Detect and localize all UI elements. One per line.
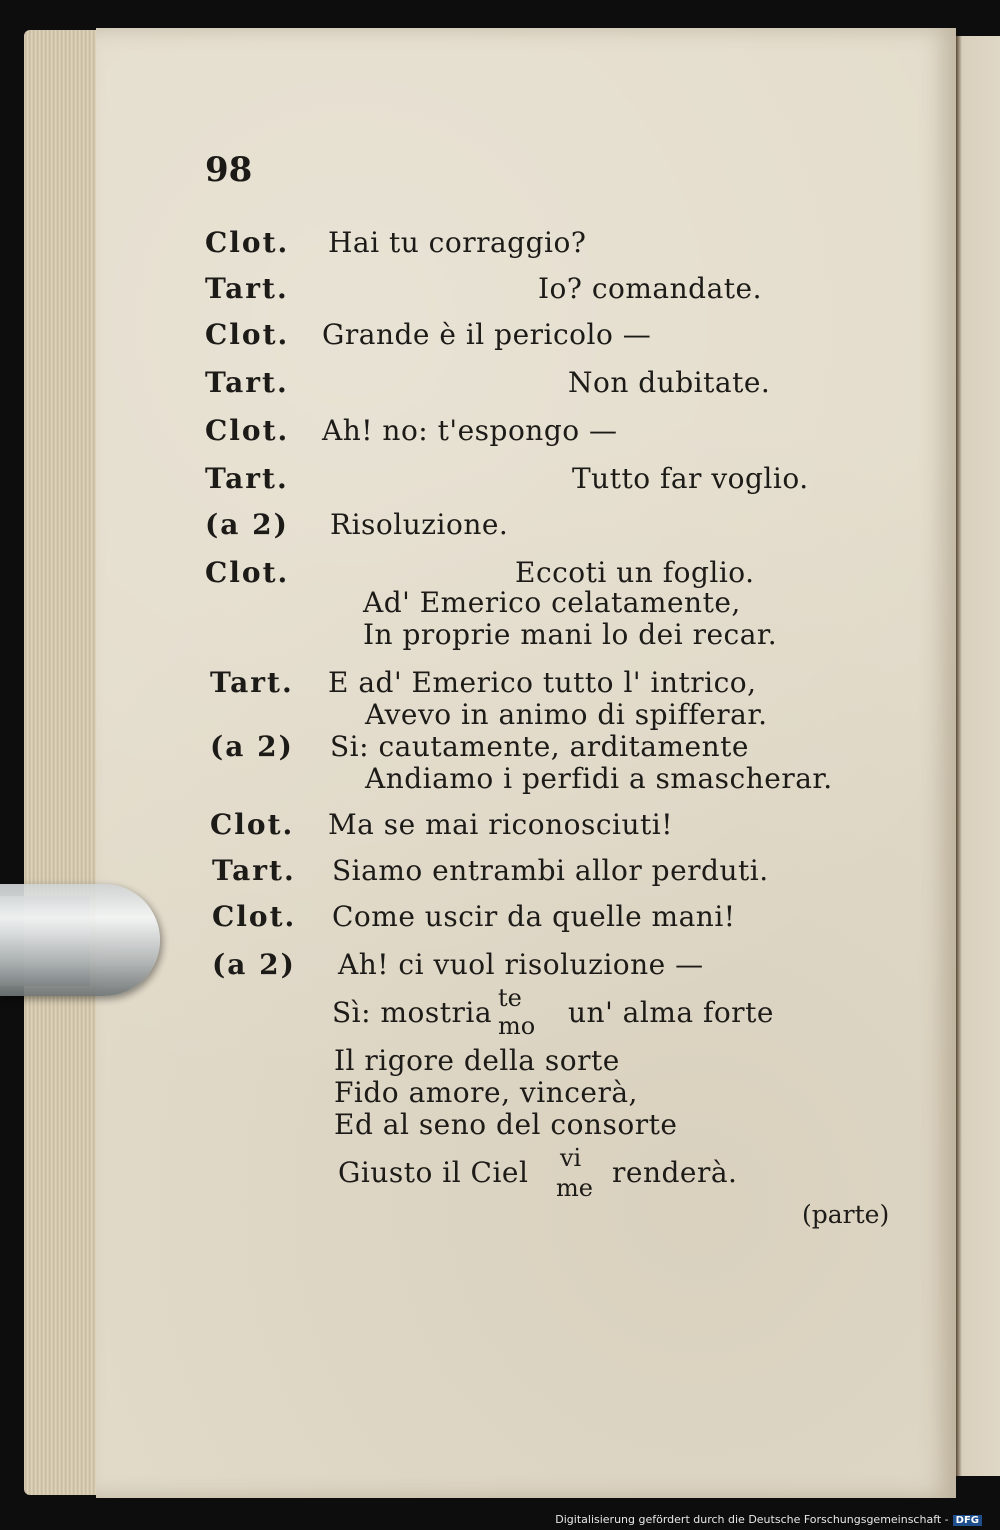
dialogue-text: Fido amore, vincerà, (334, 1076, 638, 1109)
speaker-label: Tart. (205, 272, 289, 305)
dialogue-text: Ad' Emerico celatamente, (363, 586, 741, 619)
dialogue-text: Il rigore della sorte (334, 1044, 620, 1077)
dialogue-text: Tutto far voglio. (572, 462, 809, 495)
dialogue-line (205, 462, 289, 495)
dialogue-text: Ma se mai riconosciuti! (328, 808, 673, 841)
dialogue-text: Grande è il pericolo — (322, 318, 652, 351)
dialogue-line (210, 730, 294, 763)
page-clip (0, 884, 160, 996)
dialogue-text: Ed al seno del consorte (334, 1108, 678, 1141)
dialogue-text: Giusto il Ciel (338, 1156, 529, 1189)
speaker-label: Tart. (205, 462, 289, 495)
speaker-label: (a 2) (212, 948, 296, 981)
dfg-logo: DFG (953, 1515, 982, 1526)
dialogue-line (205, 366, 289, 399)
variant-superscript: te (498, 984, 522, 1012)
dialogue-text: Non dubitate. (568, 366, 771, 399)
dialogue-text: Si: cautamente, arditamente (330, 730, 749, 763)
speaker-label: (a 2) (210, 730, 294, 763)
dialogue-text: Io? comandate. (538, 272, 762, 305)
dialogue-line (205, 414, 289, 447)
speaker-label: (a 2) (205, 508, 289, 541)
footer-text: Digitalisierung gefördert durch die Deutsche Forschungsgemeinschaft - (555, 1513, 949, 1526)
dialogue-text: In proprie mani lo dei recar. (363, 618, 778, 651)
dialogue-line (205, 556, 289, 589)
dialogue-text: Ah! no: t'espongo — (322, 414, 618, 447)
dialogue-text: Come uscir da quelle mani! (332, 900, 736, 933)
dialogue-text: Risoluzione. (330, 508, 509, 541)
speaker-label: Tart. (205, 366, 289, 399)
dialogue-text: Siamo entrambi allor perduti. (332, 854, 769, 887)
next-page-edge (956, 36, 1000, 1476)
speaker-label: Clot. (205, 414, 290, 447)
dialogue-line (205, 226, 289, 259)
speaker-label: Clot. (205, 318, 290, 351)
dialogue-text: Andiamo i perfidi a smascherar. (365, 762, 833, 795)
dialogue-text: renderà. (612, 1156, 738, 1189)
stage-direction: (parte) (802, 1200, 890, 1229)
variant-subscript: me (556, 1174, 593, 1202)
page-stack-edge (24, 30, 104, 1495)
dialogue-line (205, 508, 289, 541)
speaker-label: Clot. (212, 900, 297, 933)
dialogue-line (210, 666, 294, 699)
speaker-label: Clot. (205, 226, 290, 259)
variant-superscript: vi (560, 1144, 582, 1172)
dialogue-line (210, 808, 294, 841)
dialogue-text: Avevo in animo di spifferar. (365, 698, 768, 731)
speaker-label: Clot. (205, 556, 290, 589)
dialogue-line (212, 900, 296, 933)
speaker-label: Tart. (212, 854, 296, 887)
dialogue-line (205, 318, 289, 351)
variant-subscript: mo (498, 1012, 536, 1040)
dialogue-text: Sì: mostria (332, 996, 493, 1029)
dialogue-text: un' alma forte (568, 996, 774, 1029)
speaker-label: Tart. (210, 666, 294, 699)
dialogue-text: Eccoti un foglio. (515, 556, 755, 589)
dialogue-line (212, 854, 296, 887)
dialogue-text: E ad' Emerico tutto l' intrico, (328, 666, 757, 699)
dialogue-line (205, 272, 289, 305)
dialogue-text: Hai tu corraggio? (328, 226, 587, 259)
digitization-footer (555, 1513, 982, 1526)
dialogue-line (212, 948, 296, 981)
speaker-label: Clot. (210, 808, 295, 841)
page-number: 98 (205, 150, 253, 190)
dialogue-text: Ah! ci vuol risoluzione — (338, 948, 704, 981)
